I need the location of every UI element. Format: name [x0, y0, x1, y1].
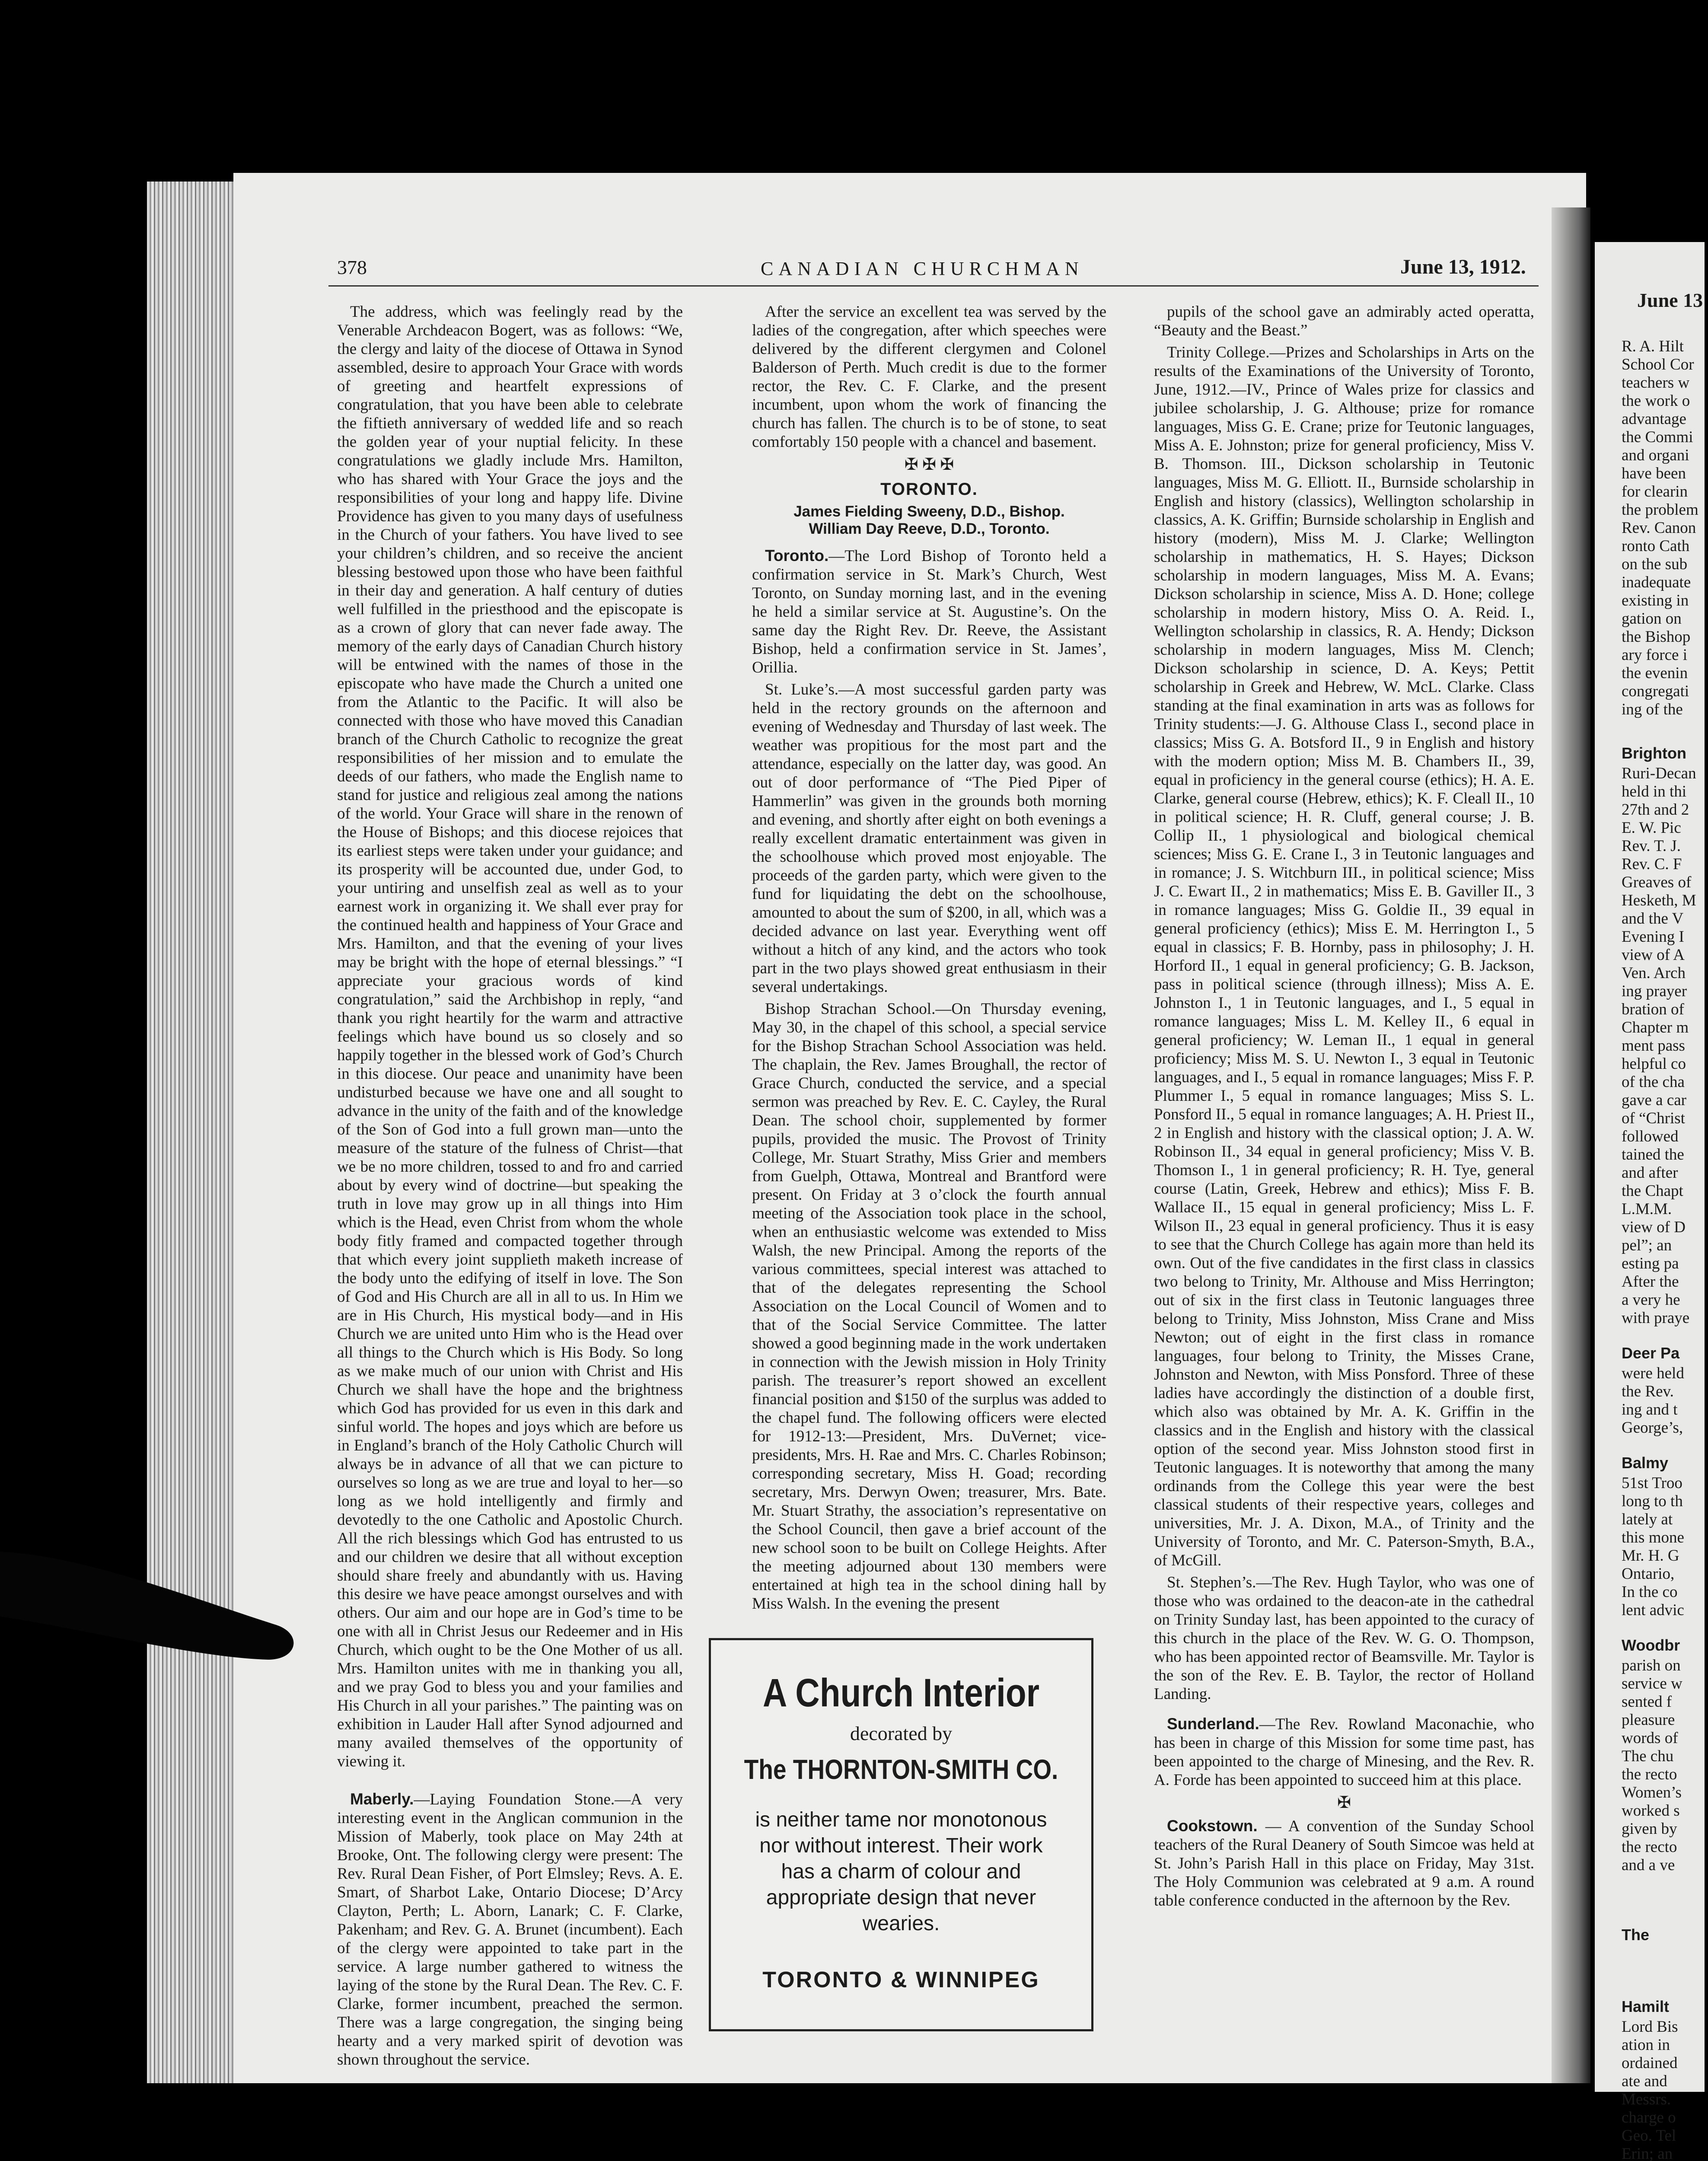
next-page-line: ate and: [1622, 2072, 1667, 2090]
next-page-line: School Cor: [1622, 356, 1694, 373]
next-page-heading: The: [1622, 1926, 1650, 1944]
ad-cities: TORONTO & WINNIPEG: [762, 1967, 1040, 1992]
maberly-text: —Laying Foundation Stone.—A very interesting event in the Anglican communion in the Mission of Maberly, took place on May 24th at Brooke, Ont. The following clergy were present: The Rev. Rural Dean Fisher, of Port Elmsley; Revs. A. E. Smart, of Sharbot Lake, Ontario Diocese; D’Arcy Clayton, Perth; L. Aborn, Lanark; C. F. Clarke, Pakenham; and Rev. G. A. Brunet (incumbent). Each of the clergy were appointed to take part in the service. A large number gathered to witness the laying of the stone by the Rural Dean. The Rev. C. F. Clarke, former incumbent, preached the sermon. There was a large congregation, the singing being hearty and a very marked spirit of devotion was shown throughout the service.: [337, 1791, 683, 2069]
next-page-line: parish on: [1622, 1657, 1681, 1674]
next-page-line: Rev. Canon: [1622, 519, 1696, 537]
next-page-line: esting pa: [1622, 1255, 1679, 1272]
bishop-line-1: James Fielding Sweeny, D.D., Bishop.: [793, 503, 1065, 520]
column-2: [752, 303, 1106, 1613]
next-page-line: given by: [1622, 1820, 1677, 1838]
next-page-line: inadequate: [1622, 574, 1691, 591]
next-page-line: Ontario,: [1622, 1565, 1675, 1583]
next-page-line: the recto: [1622, 1838, 1677, 1856]
next-page-line: sented f: [1622, 1693, 1672, 1711]
next-page-line: In the co: [1622, 1583, 1678, 1601]
maberly-heading: Maberly.: [350, 1790, 414, 1808]
next-page-line: 27th and 2: [1622, 801, 1689, 819]
ad-title: A Church Interior: [762, 1671, 1040, 1715]
next-page-line: existing in: [1622, 592, 1689, 609]
bishop-line-2: William Day Reeve, D.D., Toronto.: [809, 520, 1050, 537]
ad-subtitle: decorated by: [850, 1722, 953, 1744]
next-page-line: 51st Troo: [1622, 1474, 1683, 1492]
section-ornament: ✠ ✠ ✠: [904, 456, 954, 474]
book-page-edges: [147, 182, 242, 2083]
next-page-line: and a ve: [1622, 1856, 1675, 1874]
next-page-line: ing of the: [1622, 701, 1683, 718]
sunderland-text: —The Rev. Rowland Maconachie, who has been in charge of this Mission for some time past, has been appointed to the charge of Minesing, and the Rev. R. A. Forde has been appointed to succeed him at this place.: [1154, 1715, 1534, 1789]
next-page-line: view of A: [1622, 946, 1685, 964]
next-page-line: After the: [1622, 1273, 1679, 1291]
running-title: CANADIAN CHURCHMAN: [761, 258, 1084, 279]
next-page-line: Hesketh, M: [1622, 892, 1696, 909]
cookstown-heading: Cookstown.: [1167, 1817, 1258, 1835]
next-page-line: George’s,: [1622, 1419, 1683, 1437]
next-page-line: ing prayer: [1622, 982, 1687, 1000]
advertisement: [709, 1638, 1093, 2031]
next-page-line: pel”; an: [1622, 1237, 1672, 1254]
next-page-line: words of: [1622, 1729, 1678, 1747]
toronto-text: —The Lord Bishop of Toronto held a confirmation service in St. Mark’s Church, West Toronto, on Sunday morning last, and in the evening he held a similar service at St. Augustine’s. On the same day the Right Rev. Dr. Reeve, the Assistant Bishop, held a confirmation service in St. James’, Orillia.: [752, 547, 1106, 676]
next-page-line: Evening I: [1622, 928, 1684, 946]
next-page-line: Geo. Tel: [1622, 2127, 1676, 2145]
st-lukes-text: St. Luke’s.—A most successful garden party was held in the rectory grounds on the afternoon and evening of Wednesday and Thursday of last week. The weather was propitious for the most part and the attendance, especially on the latter day, was good. An out of door performance of “The Pied Piper of Hammerlin” was given in the grounds both morning and evening, and shortly after eight on both evenings a really excellent dramatic entertainment was given in the schoolhouse which proved most enjoyable. The proceeds of the garden party, which were given to the fund for liquidating the debt on the schoolhouse, amounted to about the sum of $200, in all, which was a decided advance on last year. Everything went off without a hitch of any kind, and the actors who took part in the two plays showed great enthusiasm in their several undertakings.: [752, 681, 1106, 996]
next-page-line: the evenin: [1622, 664, 1688, 682]
column-3: [1154, 303, 1534, 2109]
next-page-line: tained the: [1622, 1146, 1684, 1163]
column-1: [337, 303, 683, 2109]
next-page-line: the work o: [1622, 392, 1690, 410]
next-page-line: long to th: [1622, 1492, 1683, 1510]
operetta-text: pupils of the school gave an admirably acted operatta, “Beauty and the Beast.”: [1154, 303, 1534, 339]
next-page-line: gation on: [1622, 610, 1682, 628]
next-page-line: and after: [1622, 1164, 1678, 1182]
cookstown-article: [1154, 1817, 1534, 1910]
next-page-line: and organi: [1622, 446, 1689, 464]
next-page-line: Rev. T. J.: [1622, 837, 1681, 855]
next-page-heading: Brighton: [1622, 744, 1686, 762]
next-page-line: advantage: [1622, 410, 1686, 428]
next-page-line: teachers w: [1622, 374, 1690, 392]
next-page-line: Ven. Arch: [1622, 964, 1686, 982]
next-page-line: have been: [1622, 465, 1686, 482]
next-page-line: ing and t: [1622, 1401, 1678, 1418]
sunderland-heading: Sunderland.: [1167, 1715, 1259, 1733]
st-stephens-text: St. Stephen’s.—The Rev. Hugh Taylor, who was one of those who was ordained to the deacon-ate in the cathedral on Trinity Sunday last, has been appointed to the curacy of this church in the place of the Rev. W. G. O. Thompson, who has been appointed rector of Beamsville. Mr. Taylor is the son of the Rev. E. B. Taylor, the rector of Holland Landing.: [1154, 1574, 1534, 1703]
next-page-line: Ruri-Decan: [1622, 765, 1696, 782]
next-page-date: June 13: [1637, 289, 1703, 311]
bishop-strachan-text: Bishop Strachan School.—On Thursday evening, May 30, in the chapel of this school, a special service for the Bishop Strachan School Association was held. The chaplain, the Rev. James Broughall, the rector of Grace Church, conducted the service, and a special sermon was preached by Rev. E. C. Cayley, the Rural Dean. The school choir, supplemented by former pupils, provided the music. The Provost of Trinity College, Mr. Stuart Strathy, Miss Grier and members from Guelph, Ottawa, Montreal and Brantford were present. On Friday at 3 o’clock the fourth annual meeting of the Association took place in the school, when an enthusiastic welcome was extended to Miss Walsh, the new Principal. Among the reports of the various committees, special interest was attached to that of the delegates representing the School Association on the Local Council of Women and to that of the Social Service Committee. The latter showed a good beginning made in the work undertaken in connection with the Jewish mission in Holy Trinity parish. The treasurer’s report showed an excellent financial position and $150 of the surplus was added to the chapel fund. The following officers were elected for 1912-13:—President, Mrs. DuVernet; vice-presidents, Mrs. H. Rae and Mrs. C. Charles Robinson; corresponding secretary, Miss H. Goad; recording secretary, Mrs. Derwyn Owen; treasurer, Mrs. Bate. Mr. Stuart Strathy, the association’s representative on the School Council, then gave a brief account of the new school soon to be built on College Heights. After the meeting adjourned about 130 members were entertained at high tea in the school dining hall by Miss Walsh. In the evening the present: [752, 1000, 1106, 1613]
maberly-article: [337, 1790, 683, 2069]
next-page-line: Greaves of: [1622, 873, 1692, 891]
next-page-line: for clearin: [1622, 483, 1688, 500]
next-page-line: the Chapt: [1622, 1182, 1683, 1200]
next-page-heading: Hamilt: [1622, 1998, 1670, 2015]
next-page-line: helpful co: [1622, 1055, 1686, 1073]
next-page-line: the Rev.: [1622, 1383, 1674, 1400]
next-page-line: of the cha: [1622, 1073, 1685, 1091]
next-page-line: worked s: [1622, 1802, 1680, 1820]
next-page-line: ation in: [1622, 2036, 1670, 2054]
next-page-line: view of D: [1622, 1218, 1686, 1236]
next-page-line: The chu: [1622, 1747, 1674, 1765]
next-page-line: lent advic: [1622, 1601, 1684, 1619]
finger-shadow: [0, 1487, 303, 1668]
next-page-line: lately at: [1622, 1511, 1673, 1528]
page-number: 378: [337, 256, 367, 278]
sunderland-article: [1154, 1715, 1534, 1789]
trinity-college-text: Trinity College.—Prizes and Scholarships in Arts on the results of the Examinations of the University of Toronto, June, 1912.—IV., Prince of Wales prize for classics and jubilee scholarship, J. G. Althouse; prize for romance languages, Miss G. E. Crane; prize for Teutonic languages, Miss A. E. Johnston; prize for general proficiency, Miss V. B. Thomson. III., Dickson scholarship in Teutonic languages, Miss M. G. Elliott. II., Burnside scholarship in English and history (classics), Wellington scholarship in classics, A. K. Griffin; Burnside scholarship in English and history (modern), Miss M. J. Clarke; Wellington scholarship in mathematics, H. S. Hayes; Dickson scholarship in modern languages, Miss M. A. Evans; Dickson scholarship in science, Miss A. D. Hone; college scholarship in modern history, Miss O. A. Reid. I., Wellington scholarship in classics, R. A. Hendy; Dickson scholarship in modern languages, Miss M. Clench; Dickson scholarship in science, D. A. Keys; Pettit scholarship in Greek and Hebrew, W. McL. Clarke. Class standing at the final examination in arts was as follows for Trinity students:—J. G. Althouse Class I., second place in classics; Miss G. A. Botsford II., 9 in English and history with the modern option; Miss M. B. Chambers II., 39, equal in proficiency in the general course (ethics); H. A. E. Clarke, general course (Hebrew, ethics); K. F. Cleall II., 10 in political science; H. R. Cluff, general course; J. B. Collip II., 1 physiological and biological chemical sciences; Miss G. E. Crane I., 3 in Teutonic languages and in romance; J. S. Witchburn III., in political science; Miss J. C. Ewart II., 2 in mathematics; Miss E. B. Gaviller II., 3 in romance languages; Miss G. Goldie II., 39 equal in general proficiency (ethics); Miss E. M. Herrington I., 5 equal in classics; F. B. Hornby, pass in philosophy; J. H. Horford II., 1 equal in general proficiency; G. B. Jackson, pass in political science (through illness); Miss A. E. Johnston I., 1 in Teutonic languages, and I., 5 equal in romance languages; Miss L. M. Kelley II., 6 equal in general proficiency; W. Leman II., 1 equal in general proficiency; Miss M. S. U. Newton I., 3 equal in Teutonic languages, and I., 5 equal in romance languages; Miss F. P. Plummer I., 5 equal in romance languages; Miss S. L. Ponsford II., 5 equal in romance languages; A. H. Priest II., 2 in English and history with the classical option; J. A. W. Robinson II., 34 equal in general proficiency; Miss V. B. Thomson I., 1 in general proficiency; R. H. Tye, general course (Latin, Greek, Hebrew and ethics); Miss F. B. Wallace II., 15 equal in general proficiency; Miss L. F. Wilson II., 23 equal in general proficiency. Thus it is easy to see that the Church College has again more than held its own. Out of the five candidates in the first class in classics two belong to Trinity, Mr. Althouse and Miss Herrington; out of six in the first class in Teutonic languages three belong to Trinity, Miss Johnston, Miss Crane and Miss Newton; out of eight in the first class in romance languages, four belong to Trinity, the Misses Crane, Johnston and Newton, with Miss Ponsford. Three of these ladies have accordingly the distinction of a double first, which also was obtained by Mr. A. K. Griffin in the classics and in the English and history with the classical option of the second year. Miss Johnston stood first in Teutonic languages. It is noteworthy that among the many ordinands from the College this year were the best classical students of their respective years, colleges and universities, Mr. J. A. Dixon, M.A., of Trinity and the University of Toronto, and Mr. C. Paterson-Smyth, B.A., of McGill.: [1154, 344, 1534, 1569]
next-page-line: were held: [1622, 1364, 1684, 1382]
next-page-line: and the V: [1622, 910, 1684, 928]
next-page-line: the Bishop: [1622, 628, 1691, 646]
diocese-bishops: [752, 503, 1106, 538]
next-page-line: ordained: [1622, 2054, 1678, 2072]
next-page-line: pleasure: [1622, 1711, 1675, 1729]
next-page-line: R. A. Hilt: [1622, 338, 1684, 355]
next-page-line: ary force i: [1622, 646, 1688, 664]
next-page-line: Chapter m: [1622, 1019, 1689, 1036]
next-page-line: E. W. Pic: [1622, 819, 1681, 837]
next-page-line: of “Christ: [1622, 1109, 1685, 1127]
next-page-line: L.M.M.: [1622, 1200, 1672, 1218]
next-page-line: on the sub: [1622, 555, 1688, 573]
header-rule: [328, 285, 1539, 287]
next-page-line: gave a car: [1622, 1091, 1686, 1109]
next-page-line: a very he: [1622, 1291, 1680, 1309]
ad-company: The THORNTON-SMITH CO.: [744, 1754, 1058, 1785]
next-page-line: ronto Cath: [1622, 537, 1690, 555]
next-page-line: charge o: [1622, 2109, 1676, 2126]
next-page-line: ment pass: [1622, 1037, 1685, 1055]
ad-body: is neither tame nor monotonous nor without interest. Their work has a charm of colour and appropriate design that never wearies.: [755, 1808, 1047, 1935]
next-page-line: the Commi: [1622, 428, 1693, 446]
next-page-line: the problem: [1622, 501, 1698, 519]
toronto-article: [752, 546, 1106, 677]
next-page-line: congregati: [1622, 682, 1689, 700]
next-page-line: Women’s: [1622, 1784, 1682, 1801]
next-page-heading: Balmy: [1622, 1454, 1669, 1472]
next-page-line: Erin; an: [1622, 2145, 1673, 2161]
next-page-line: the recto: [1622, 1766, 1677, 1783]
maberly-continued-text: After the service an excellent tea was served by the ladies of the congregation, after which speeches were delivered by the different clergymen and Colonel Balderson of Perth. Much credit is due to the former rector, the Rev. C. F. Clarke, and the present incumbent, upon whom the work of financing the church has fallen. The church is to be of stone, to seat comfortably 150 people with a chancel and basement.: [752, 303, 1106, 451]
next-page-line: Rev. C. F: [1622, 855, 1682, 873]
next-page-line: followed: [1622, 1128, 1679, 1145]
section-ornament: ✠: [1337, 1794, 1351, 1812]
book-gutter: [1552, 207, 1590, 2083]
next-page-line: Lord Bis: [1622, 2018, 1678, 2036]
cookstown-text: — A convention of the Sunday School teachers of the Rural Deanery of South Simcoe was held at St. John’s Parish Hall in this place on Friday, May 31st. The Holy Communion was celebrated at 9 a.m. A round table conference conducted in the afternoon by the Rev.: [1154, 1817, 1534, 1909]
issue-date: June 13, 1912.: [1400, 255, 1526, 278]
next-page-heading: Woodbr: [1622, 1636, 1680, 1654]
next-page-line: Mr. H. G: [1622, 1547, 1679, 1565]
ottawa-address-text: The address, which was feelingly read by the Venerable Archdeacon Bogert, was as follows: “We, the clergy and laity of the diocese of Ottawa in Synod assembled, desire to approach Your Grace with words of greeting and heartfelt expressions of congratulation, that you have been able to celebrate the fiftieth anniversary of wedded life and so reach the golden year of your nuptial felicity. In these congratulations we gladly include Mrs. Hamilton, who has shared with Your Grace the joys and the responsibilities of your long and happy life. Divine Providence has given to you many days of usefulness in the Church of your fathers. You have lived to see your children’s children, and so receive the ancient blessing bestowed upon those who have been faithful in their day and generation. A half century of duties well fulfilled in the priesthood and the episcopate is as a crown of glory that can never fade away. The memory of the early days of Canadian Church history will be entwined with the names of those in the episcopate who have made the Church a united one from the Atlantic to the Pacific. It will also be connected with those who have moved this Canadian branch of the Church Catholic to recognize the great responsibilities of her mission and to emulate the deeds of our fathers, who made the English name to stand for justice and religious zeal among the nations of the world. Your Grace will share in the renown of the House of Bishops; and this diocese rejoices that its earliest steps were taken under your guidance; and its prosperity will be accounted due, under God, to your untiring and unselfish zeal as well as to your earnest work in organizing it. We shall ever pray for the continued health and happiness of Your Grace and Mrs. Hamilton, and that the evening of your lives may be bright with the hope of eternal blessings.” “I appreciate your gracious words of kind congratulation,” said the Archbishop in reply, “and thank you right heartily for the warm and attractive feelings which have bound us so closely and so happily together in the blessed work of God’s Church in this diocese. Our peace and unanimity have been undisturbed because we have one and all sought to advance in the unity of the faith and of the knowledge of the Son of God into a full grown man—unto the measure of the stature of the fulness of Christ—that we be no more children, tossed to and fro and carried about by every wind of doctrine—but speaking the truth in love may grow up in all things into Him which is the Head, even Christ from whom the whole body fitly framed and compacted together through that which every joint supplieth maketh increase of the body unto the edifying of itself in love. The Son of God and His Church are all in all to us. In Him we are in His Church, His mystical body—and in His Church we are united unto Him who is the Head over all things to the Church which is His Body. So long as we make much of our union with Christ and His Church we shall have the hope and the brightness which God has provided for us even in this dark and sinful world. The hopes and joys which are before us in England’s branch of the Holy Catholic Church will always be in advance of all that we can picture to ourselves so long as we are true and loyal to her—so long as we hold intelligently and firmly and devotedly to the one Catholic and Apostolic Church. All the rich blessings which God has entrusted to us and our children we desire that all without exception should share freely and abundantly with us. Having this desire we have peace amongst ourselves and with others. Our aim and our hope are in God’s time to be one with all in Christ Jesus our Redeemer and in His Church, which ought to be the One Mother of us all. Mrs. Hamilton unites with me in thanking you all, and we pray God to bless you and your families and His Church in all your parishes.” The painting was on exhibition in Lauder Hall after Synod adjourned and many availed themselves of the opportunity of viewing it.: [337, 303, 683, 1770]
toronto-heading: Toronto.: [765, 547, 829, 564]
next-page-line: with praye: [1622, 1309, 1690, 1327]
next-page-heading: Deer Pa: [1622, 1344, 1680, 1362]
section-title-toronto: TORONTO.: [880, 480, 978, 499]
next-page-line: bration of: [1622, 1001, 1684, 1018]
next-page-line: held in thi: [1622, 783, 1687, 800]
next-page-line: this mone: [1622, 1529, 1684, 1546]
next-page-line: service w: [1622, 1675, 1683, 1692]
next-page-line: Messrs.: [1622, 2091, 1671, 2108]
